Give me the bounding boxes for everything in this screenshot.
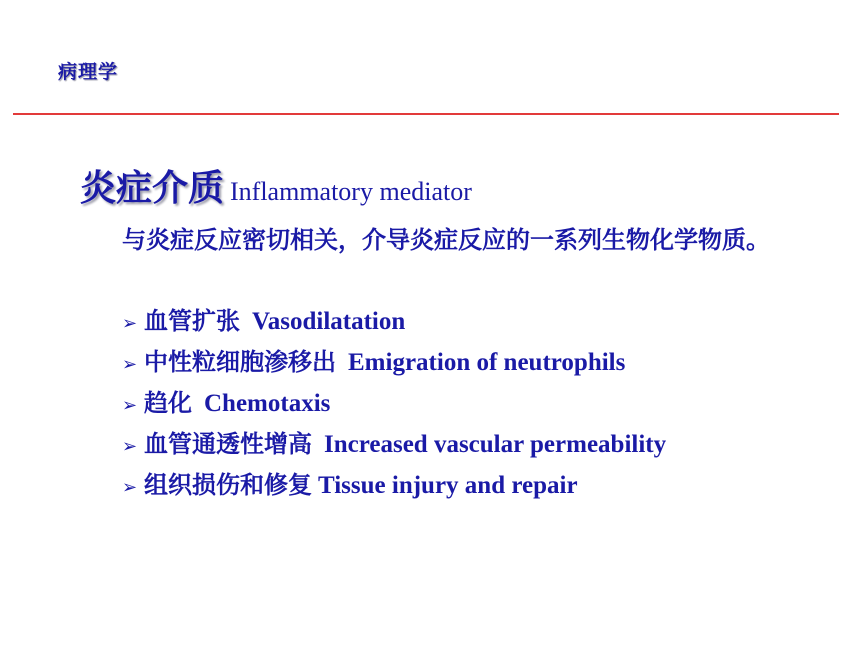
item-chinese: 组织损伤和修复	[144, 471, 312, 499]
mediator-function-list	[122, 301, 666, 506]
header-divider	[13, 113, 839, 115]
arrow-bullet-icon: ➢	[122, 395, 138, 416]
list-item	[122, 342, 666, 383]
item-english: Emigration of neutrophils	[348, 349, 626, 376]
list-item	[122, 383, 666, 424]
item-chinese: 趋化	[144, 389, 192, 417]
list-item	[122, 424, 666, 465]
slide-heading	[80, 160, 472, 211]
definition-text: 与炎症反应密切相关，介导炎症反应的一系列生物化学物质。	[122, 226, 770, 254]
item-chinese: 血管扩张	[144, 307, 240, 335]
header-title: 病理学	[58, 61, 119, 83]
arrow-bullet-icon: ➢	[122, 477, 138, 498]
arrow-bullet-icon: ➢	[122, 354, 138, 375]
arrow-bullet-icon: ➢	[122, 313, 138, 334]
heading-chinese: 炎症介质	[80, 168, 225, 209]
item-english: Increased vascular permeability	[324, 431, 667, 458]
item-english: Vasodilatation	[252, 308, 406, 335]
item-english: Tissue injury and repair	[318, 472, 578, 499]
item-chinese: 血管通透性增高	[144, 430, 312, 458]
item-english: Chemotaxis	[204, 390, 331, 417]
list-item	[122, 465, 666, 506]
heading-english: Inflammatory mediator	[230, 177, 472, 206]
item-chinese: 中性粒细胞渗移出	[144, 348, 336, 376]
arrow-bullet-icon: ➢	[122, 436, 138, 457]
list-item	[122, 301, 666, 342]
